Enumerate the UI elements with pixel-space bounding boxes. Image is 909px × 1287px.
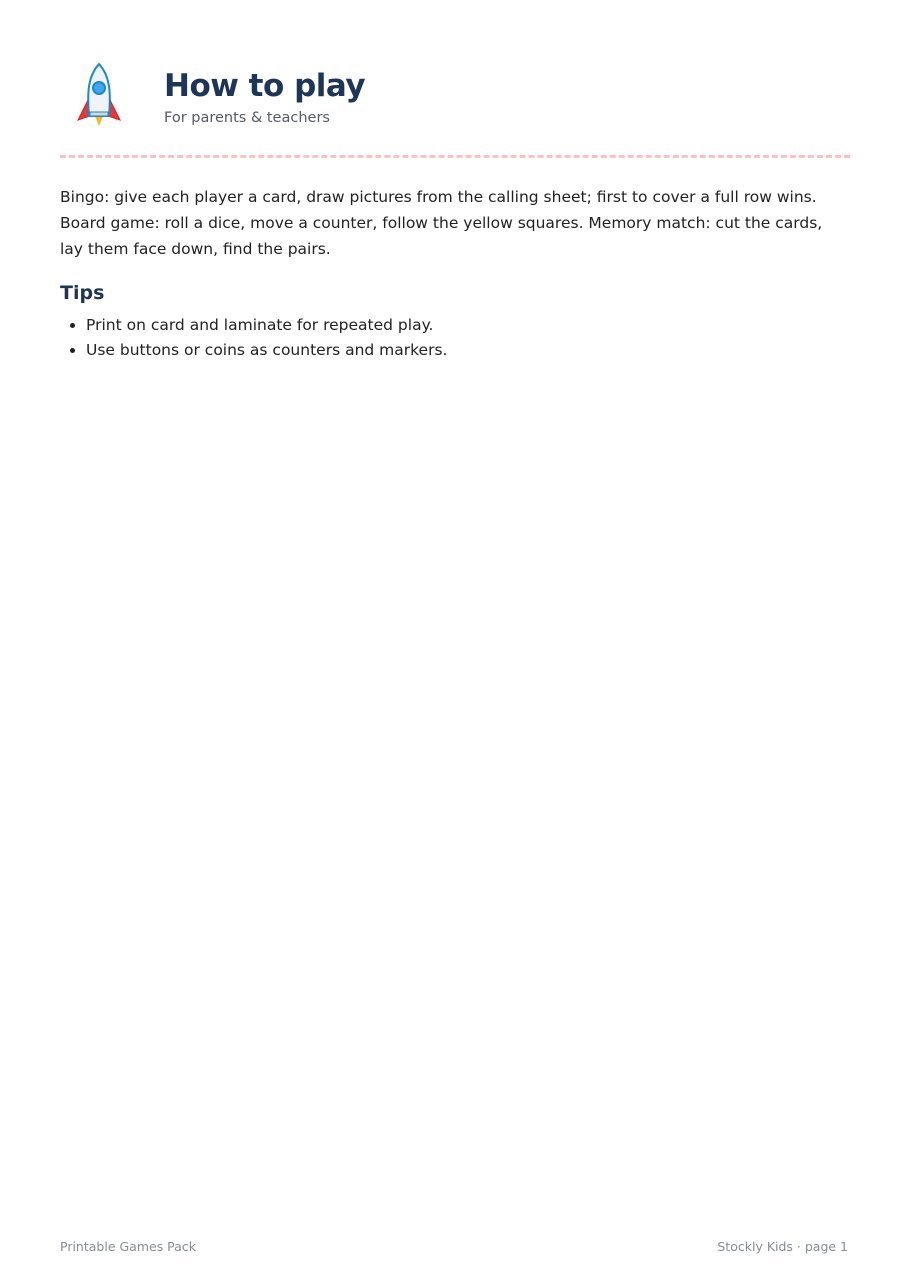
intro-paragraph: Bingo: give each player a card, draw pictures from the calling sheet; first to cover a full row wins. Board game: roll a dice, move a counter, follow the yellow squares. Memory match: cut the cards, lay them face down, find the pairs. xyxy=(60,188,823,258)
list-item: • Use buttons or coins as counters and markers. xyxy=(86,338,876,363)
dashed-divider xyxy=(60,155,850,158)
page-subtitle: For parents & teachers xyxy=(164,110,330,126)
tips-list xyxy=(60,313,876,363)
page-header xyxy=(60,58,850,138)
rocket-icon xyxy=(74,62,124,128)
footer-pack-name: Printable Games Pack xyxy=(60,1239,196,1254)
page-title: How to play xyxy=(164,68,366,104)
footer-page-number: Stockly Kids · page 1 xyxy=(717,1239,848,1254)
list-item: • Print on card and laminate for repeated play. xyxy=(86,313,876,338)
tips-heading: Tips xyxy=(60,282,105,304)
